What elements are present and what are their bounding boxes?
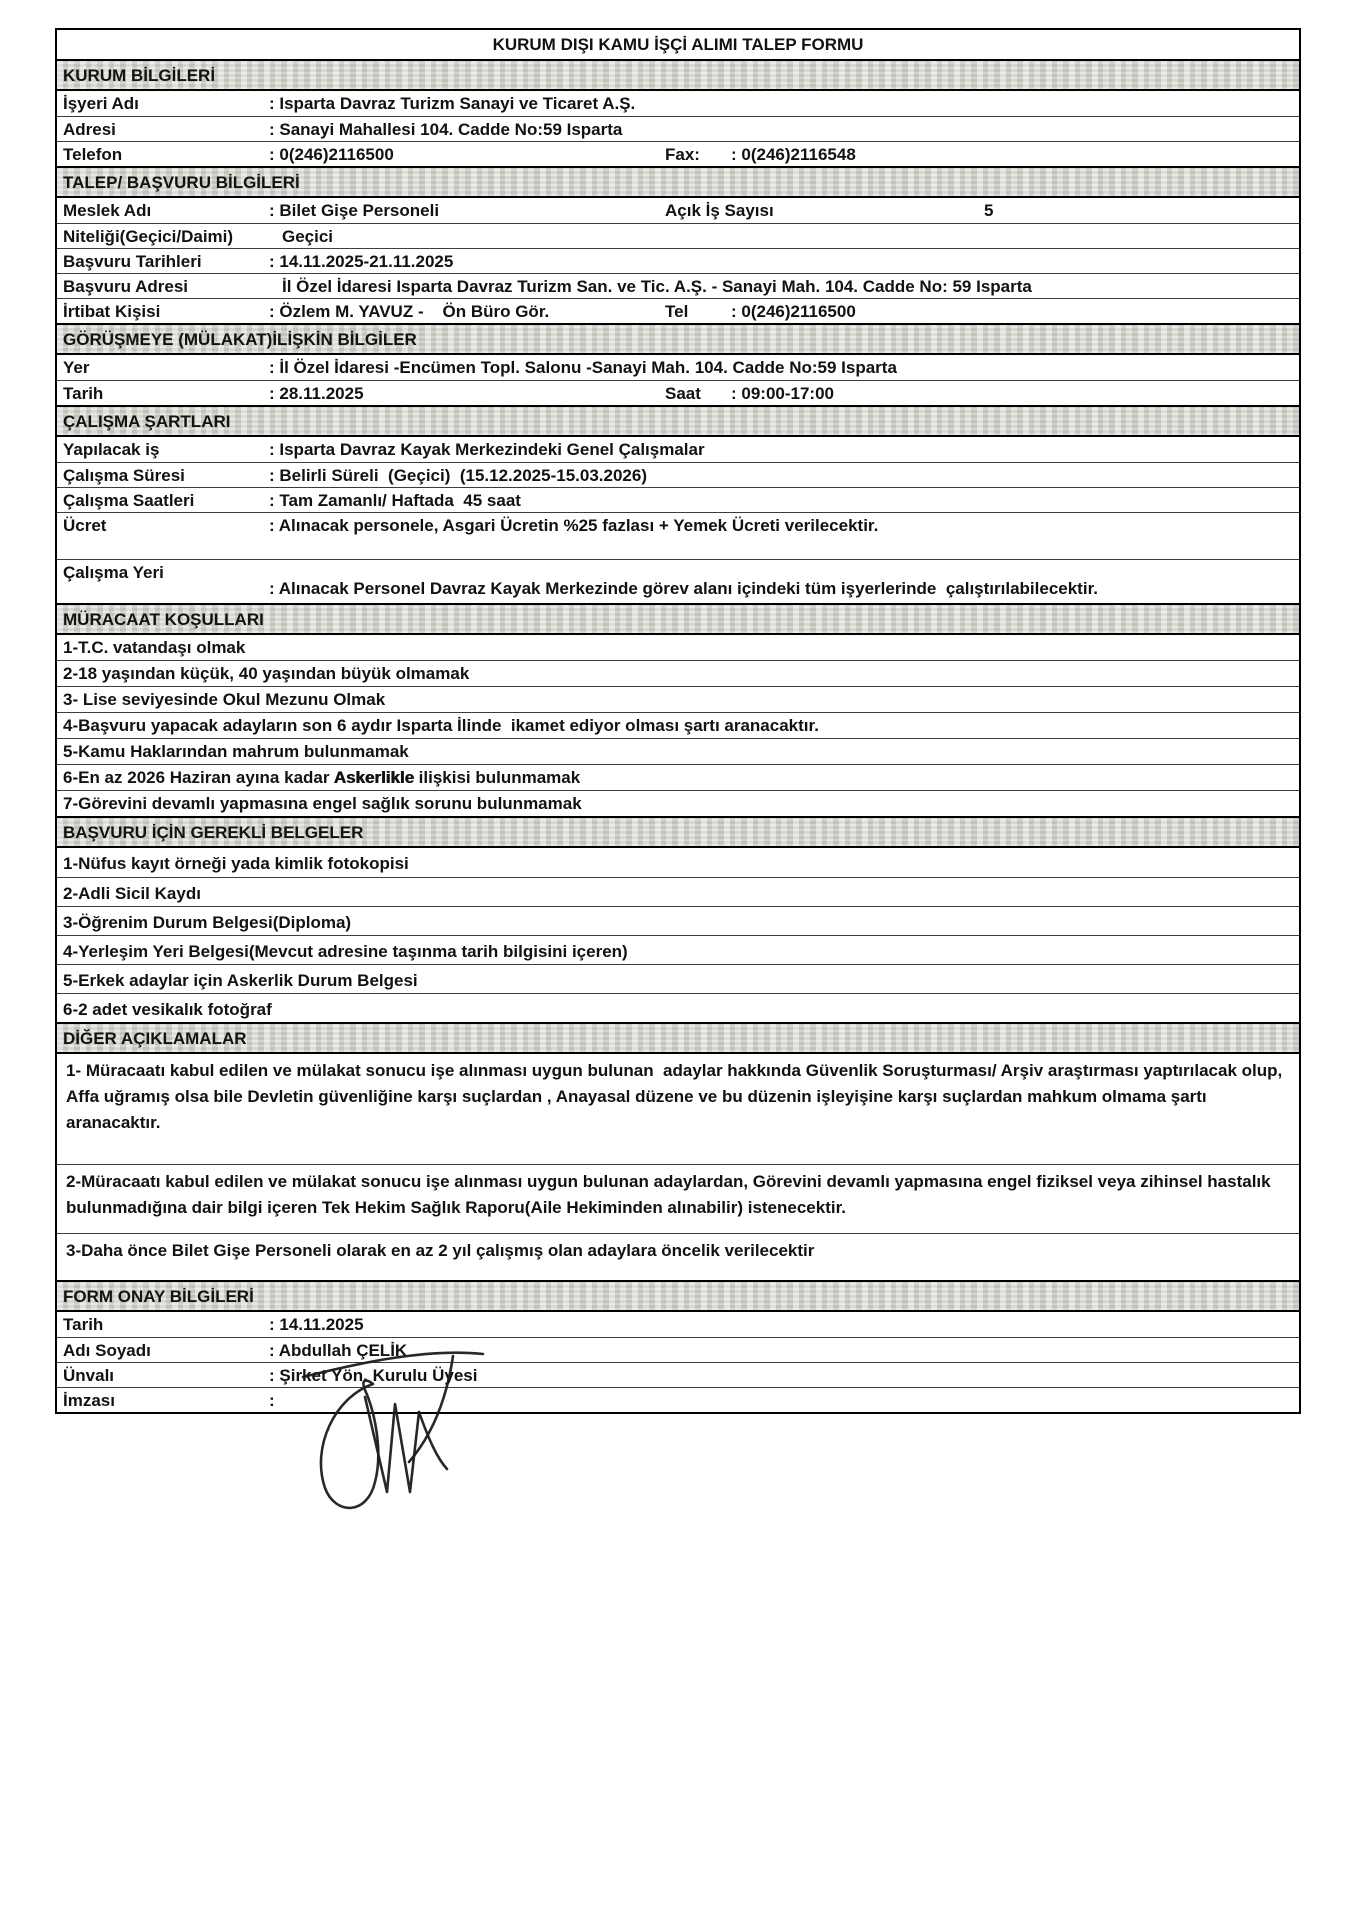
field-value: : 09:00-17:00 xyxy=(731,384,835,403)
section-header-gorusme: GÖRÜŞMEYE (MÜLAKAT)İLİŞKİN BİLGİLER xyxy=(57,323,1299,355)
field-row-unvani xyxy=(57,1362,1299,1387)
list-item: 7-Görevini devamlı yapmasına engel sağlık sorunu bulunmamak xyxy=(57,790,1299,816)
field-row-ucret xyxy=(57,512,1299,559)
list-item: 6-2 adet vesikalık fotoğraf xyxy=(57,993,1299,1022)
field-row-calisma-saatleri xyxy=(57,487,1299,512)
list-item: 4-Başvuru yapacak adayların son 6 aydır Isparta İlinde ikamet ediyor olması şartı aranacaktır. xyxy=(57,712,1299,738)
field-value: : Bilet Gişe Personeli xyxy=(269,201,440,220)
section-header-kurum: KURUM BİLGİLERİ xyxy=(57,59,1299,91)
field-row-yapilacak-is xyxy=(57,437,1299,462)
field-label: Tarih xyxy=(63,1315,104,1334)
section-header-belgeler: BAŞVURU İÇİN GEREKLİ BELGELER xyxy=(57,816,1299,848)
field-value: : Sanayi Mahallesi 104. Cadde No:59 Isparta xyxy=(269,120,623,139)
list-item: 2-18 yaşından küçük, 40 yaşından büyük olmamak xyxy=(57,660,1299,686)
field-label: Başvuru Tarihleri xyxy=(63,252,202,271)
field-value: : xyxy=(269,1391,275,1410)
field-value: : Isparta Davraz Turizm Sanayi ve Ticaret A.Ş. xyxy=(269,94,636,113)
field-value: : 0(246)2116500 xyxy=(731,302,856,321)
field-row-meslek-adi xyxy=(57,198,1299,223)
field-value: : Belirli Süreli (Geçici) (15.12.2025-15.03.2026) xyxy=(269,466,647,485)
list-item: 1-T.C. vatandaşı olmak xyxy=(63,638,246,657)
section-kurum-bilgileri xyxy=(57,59,1299,166)
field-row-tarih-saat xyxy=(57,380,1299,405)
field-label: İmzası xyxy=(63,1391,115,1410)
field-label: Çalışma Süresi xyxy=(63,466,185,485)
field-value: : Alınacak personele, Asgari Ücretin %25 fazlası + Yemek Ücreti verilecektir. xyxy=(269,516,879,535)
field-label: Meslek Adı xyxy=(63,201,152,220)
field-value: : İl Özel İdaresi -Encümen Topl. Salonu -Sanayi Mah. 104. Cadde No:59 Isparta xyxy=(269,358,897,377)
field-label: Başvuru Adresi xyxy=(63,277,189,296)
section-diger-aciklamalar xyxy=(57,1022,1299,1280)
list-item: 5-Erkek adaylar için Askerlik Durum Belgesi xyxy=(57,964,1299,993)
field-value: : 28.11.2025 xyxy=(269,384,364,403)
field-label: Tarih xyxy=(63,384,104,403)
field-value: : Abdullah ÇELİK xyxy=(269,1341,408,1360)
list-item-text: ilişkisi bulunmamak xyxy=(413,768,581,787)
form-title: KURUM DIŞI KAMU İŞÇİ ALIMI TALEP FORMU xyxy=(492,35,864,54)
field-value: : 0(246)2116548 xyxy=(731,145,856,164)
paragraph-item: 2-Müracaatı kabul edilen ve mülakat sonucu işe alınması uygun bulunan adaylardan, Görevini devamlı yapmasına engel fiziksel veya zihinsel hastalık bulunmadığına dair bilgi içeren Tek Hekim Sağlık Raporu(Aile Hekiminden alınabilir) istenecektir. xyxy=(57,1164,1299,1233)
field-value: : 14.11.2025-21.11.2025 xyxy=(269,252,454,271)
section-header-talep: TALEP/ BAŞVURU BİLGİLERİ xyxy=(57,166,1299,198)
field-row-basvuru-adresi xyxy=(57,273,1299,298)
field-label: Ücret xyxy=(63,516,107,535)
field-value: : Şirket Yön. Kurulu Üyesi xyxy=(269,1366,478,1385)
field-label: İşyeri Adı xyxy=(63,94,139,113)
section-form-onay xyxy=(57,1280,1299,1412)
list-item-bold-text: Askerlikle xyxy=(333,768,414,787)
field-label: Çalışma Yeri xyxy=(63,563,164,582)
list-item: 3-Öğrenim Durum Belgesi(Diploma) xyxy=(57,906,1299,935)
field-row-irtibat-kisisi xyxy=(57,298,1299,323)
field-row-adresi xyxy=(57,116,1299,141)
field-label: Saat xyxy=(665,384,701,403)
list-item: 1-Nüfus kayıt örneği yada kimlik fotokopisi xyxy=(63,854,409,873)
field-label: İrtibat Kişisi xyxy=(63,302,161,321)
field-row-adi-soyadi xyxy=(57,1337,1299,1362)
field-label: Yapılacak iş xyxy=(63,440,160,459)
field-label: Açık İş Sayısı xyxy=(665,201,774,220)
section-muracaat-kosullari xyxy=(57,603,1299,816)
field-value: : Alınacak Personel Davraz Kayak Merkezinde görev alanı içindeki tüm işyerlerinde çalıştırılabilecektir. xyxy=(269,579,1098,598)
list-item: 2-Adli Sicil Kaydı xyxy=(57,877,1299,906)
list-item: 5-Kamu Haklarından mahrum bulunmamak xyxy=(57,738,1299,764)
field-label: Fax: xyxy=(665,145,700,164)
field-value: : Isparta Davraz Kayak Merkezindeki Genel Çalışmalar xyxy=(269,440,705,459)
section-header-muracaat: MÜRACAAT KOŞULLARI xyxy=(57,603,1299,635)
field-label: Tel xyxy=(665,302,689,321)
section-header-onay: FORM ONAY BİLGİLERİ xyxy=(57,1280,1299,1312)
field-row-calisma-yeri xyxy=(57,559,1299,603)
field-label: Yer xyxy=(63,358,90,377)
field-value: Geçici xyxy=(282,227,334,246)
talep-formu xyxy=(55,28,1301,1414)
field-row-yer xyxy=(57,355,1299,380)
list-item-text: 6-En az 2026 Haziran ayına kadar xyxy=(63,768,334,787)
field-row-calisma-suresi xyxy=(57,462,1299,487)
section-header-diger: DİĞER AÇIKLAMALAR xyxy=(57,1022,1299,1054)
field-value: : 14.11.2025 xyxy=(269,1315,364,1334)
field-row-telefon-fax xyxy=(57,141,1299,166)
field-row-niteligi xyxy=(57,223,1299,248)
field-label: Niteliği(Geçici/Daimi) xyxy=(63,227,234,246)
field-row-onay-tarih xyxy=(57,1312,1299,1337)
field-label: Çalışma Saatleri xyxy=(63,491,195,510)
field-row-basvuru-tarihleri xyxy=(57,248,1299,273)
list-item-askerlik xyxy=(57,764,1299,790)
section-calisma-sartlari xyxy=(57,405,1299,603)
paragraph-item: 3-Daha önce Bilet Gişe Personeli olarak en az 2 yıl çalışmış olan adaylara öncelik verilecektir xyxy=(57,1233,1299,1280)
field-row-isyeri-adi xyxy=(57,91,1299,116)
section-header-calisma: ÇALIŞMA ŞARTLARI xyxy=(57,405,1299,437)
field-value: : Tam Zamanlı/ Haftada 45 saat xyxy=(269,491,521,510)
section-talep-basvuru xyxy=(57,166,1299,323)
field-label: Ünvalı xyxy=(63,1366,115,1385)
field-value: 5 xyxy=(984,201,994,220)
paragraph-item: 1- Müracaatı kabul edilen ve mülakat sonucu işe alınması uygun bulunan adaylar hakkında Güvenlik Soruşturması/ Arşiv araştırması yaptırılacak olup, Affa uğramış olsa bile Devletin güvenliğine karşı suçlardan , Anayasal düzene ve bu düzenin işleyişine karşı suçlardan mahkum olmama şartı aranacaktır. xyxy=(66,1061,1287,1132)
field-value: : Özlem M. YAVUZ - Ön Büro Gör. xyxy=(269,302,550,321)
field-label: Telefon xyxy=(63,145,123,164)
field-label: Adresi xyxy=(63,120,116,139)
field-row-imzasi xyxy=(57,1387,1299,1412)
list-item: 3- Lise seviyesinde Okul Mezunu Olmak xyxy=(57,686,1299,712)
section-gorusme-bilgileri xyxy=(57,323,1299,405)
field-value: İl Özel İdaresi Isparta Davraz Turizm San. ve Tic. A.Ş. - Sanayi Mah. 104. Cadde No: 59 Isparta xyxy=(282,277,1032,296)
field-value: : 0(246)2116500 xyxy=(269,145,394,164)
field-label: Adı Soyadı xyxy=(63,1341,151,1360)
list-item: 4-Yerleşim Yeri Belgesi(Mevcut adresine taşınma tarih bilgisini içeren) xyxy=(57,935,1299,964)
section-gerekli-belgeler xyxy=(57,816,1299,1022)
